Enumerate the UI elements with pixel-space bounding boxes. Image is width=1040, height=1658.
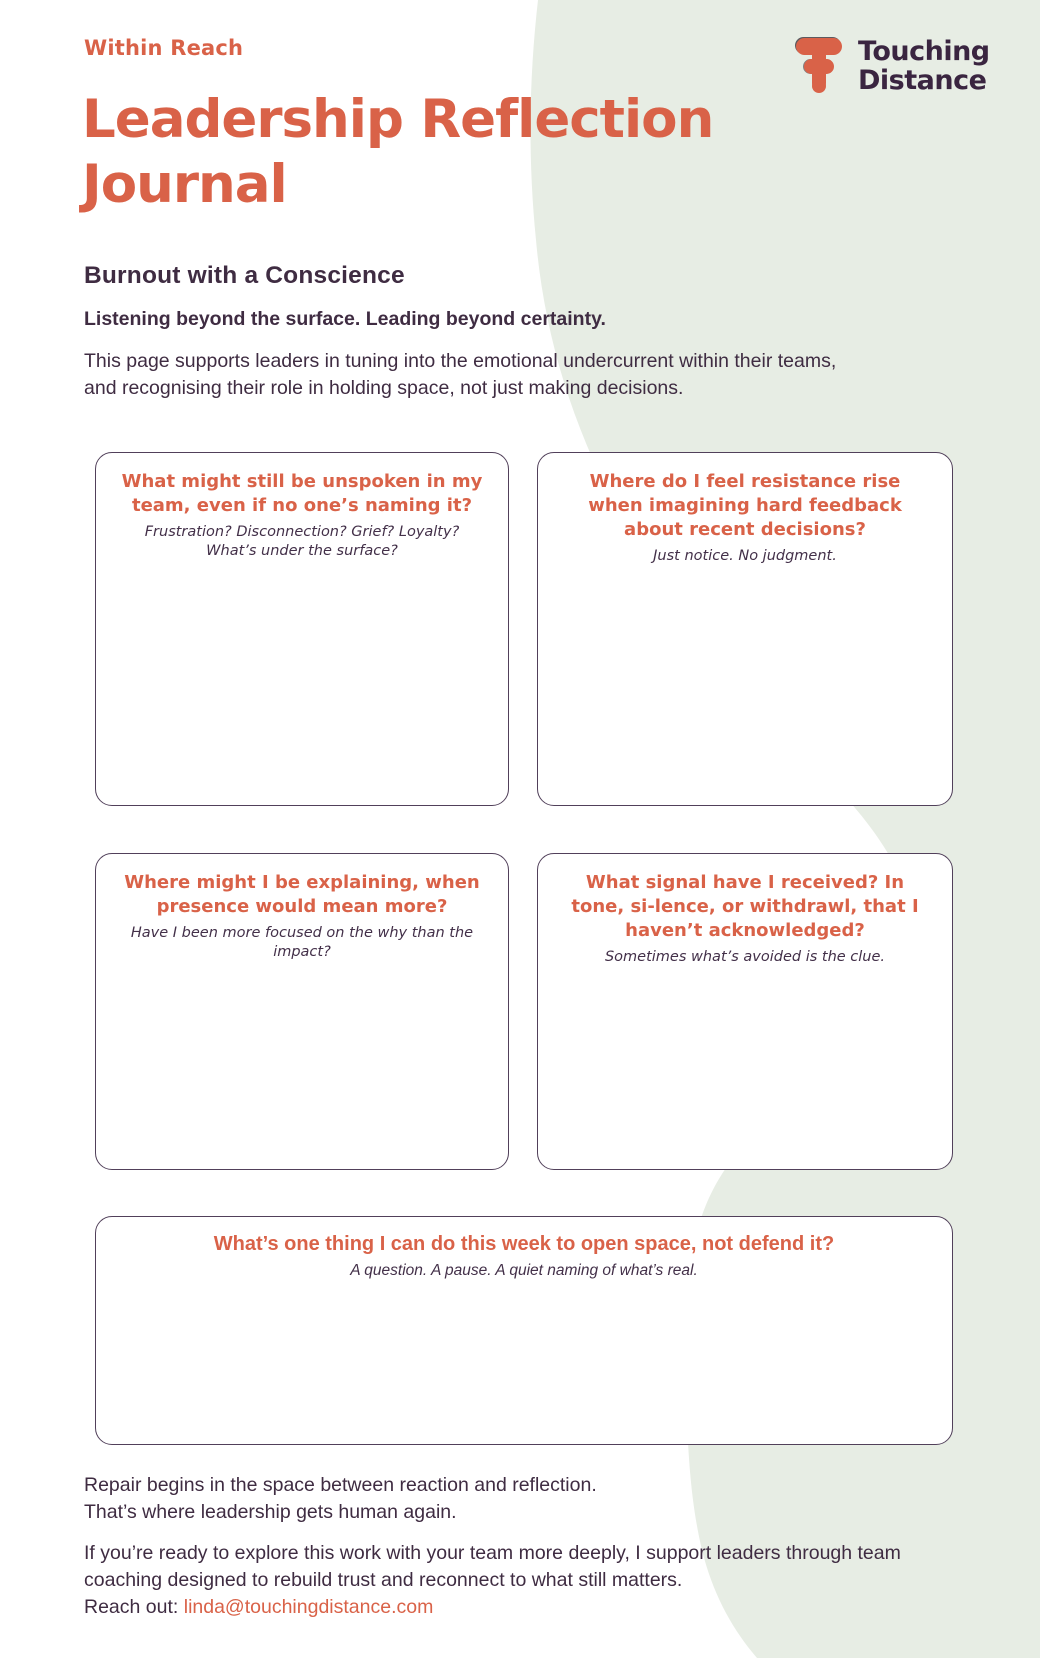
logo-wordmark-line2: Distance	[858, 64, 987, 96]
page-title: Leadership Reflection Journal	[82, 89, 714, 215]
journal-box-question: Where might I be explaining, when presence would mean more?	[124, 872, 480, 917]
closing-line-1: Repair begins in the space between reaction and reflection.	[84, 1474, 597, 1496]
email-link[interactable]: linda@touchingdistance.com	[183, 1595, 434, 1618]
journal-box-question: Where do I feel resistance rise when imagining hard feedback about recent decisions?	[588, 471, 902, 540]
touching-distance-logo-icon	[795, 38, 843, 94]
journal-box-hint: Sometimes what’s avoided is the clue.	[604, 948, 886, 965]
cta-text: If you’re ready to explore this work with your team more deeply, I support leaders through team coaching designed to rebuild trust and reconnect to what still matters.	[84, 1542, 901, 1591]
journal-box-question: What’s one thing I can do this week to open space, not defend it?	[213, 1233, 835, 1255]
logo-icon-middle-bar	[804, 59, 834, 74]
intro-paragraph: This page supports leaders in tuning into the emotional undercurrent within their teams, and recognising their role in holding space, not just making decisions.	[84, 350, 837, 400]
journal-box-one-thing[interactable]	[95, 1216, 953, 1445]
journal-box-hint: A question. A pause. A quiet naming of what’s real.	[350, 1261, 698, 1279]
brand-name: Within Reach	[84, 36, 244, 60]
journal-box-signal[interactable]	[537, 853, 953, 1170]
journal-box-resistance[interactable]	[537, 452, 953, 806]
closing-statement	[84, 1472, 964, 1526]
touching-distance-logo	[795, 38, 990, 96]
reach-out-line	[84, 1594, 968, 1621]
logo-icon-dot	[812, 79, 826, 93]
logo-wordmark	[858, 38, 990, 96]
journal-box-hint: Frustration? Disconnection? Grief? Loyalty? What’s under the surface?	[144, 523, 460, 560]
journal-box-question: What signal have I received? In tone, si-lence, or withdrawl, that I haven’t acknowledged?	[571, 872, 919, 941]
logo-wordmark-line1: Touching	[858, 36, 990, 67]
closing-line-2: That’s where leadership gets human again.	[84, 1500, 457, 1523]
journal-box-explaining[interactable]	[95, 853, 509, 1170]
journal-box-hint: Have I been more focused on the why than the impact?	[130, 924, 474, 961]
section-heading: Burnout with a Conscience	[84, 262, 405, 289]
journal-box-hint: Just notice. No judgment.	[653, 547, 837, 564]
logo-icon-top-bar	[796, 38, 842, 55]
journal-box-question: What might still be unspoken in my team, even if no one’s naming it?	[121, 471, 483, 516]
reach-out-label: Reach out:	[84, 1595, 184, 1618]
journal-box-unspoken[interactable]	[95, 452, 509, 806]
cta-block	[84, 1540, 968, 1621]
tagline: Listening beyond the surface. Leading beyond certainty.	[84, 308, 606, 330]
